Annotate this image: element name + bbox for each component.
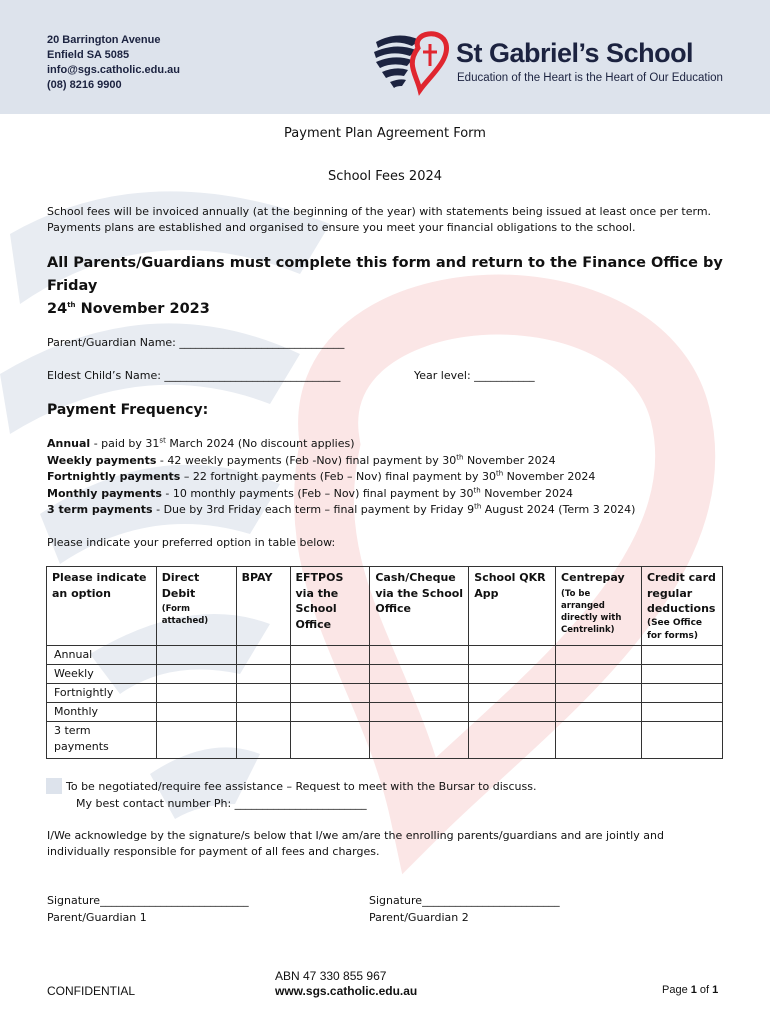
- fee-assistance-text: To be negotiated/require fee assistance – Request to meet with the Bursar to discuss.: [66, 780, 537, 793]
- acknowledgement-paragraph: I/We acknowledge by the signature/s below that I/we am/are the enrolling parents/guardians and are jointly and individually responsible for payment of all fees and charges.: [47, 829, 664, 858]
- table-cell[interactable]: [236, 684, 290, 703]
- table-cell[interactable]: [641, 684, 722, 703]
- school-address: [47, 33, 180, 93]
- table-cell[interactable]: [370, 646, 469, 665]
- table-row: [47, 722, 723, 759]
- school-website[interactable]: www.sgs.catholic.edu.au: [275, 984, 418, 998]
- table-cell[interactable]: [469, 703, 556, 722]
- form-subtitle: School Fees 2024: [327, 169, 443, 184]
- row-label-monthly: Monthly: [47, 703, 157, 722]
- table-cell[interactable]: [641, 722, 722, 759]
- contact-number-field[interactable]: My best contact number Ph: ________________________: [76, 797, 367, 810]
- table-row: [47, 665, 723, 684]
- school-name: St Gabriel’s School: [456, 38, 694, 68]
- payment-option-table: [46, 566, 723, 759]
- school-motto: Education of the Heart is the Heart of Our Education: [457, 72, 723, 84]
- return-notice-day: 24: [47, 301, 68, 317]
- school-phone: (08) 8216 9900: [47, 79, 122, 91]
- parent-name-field[interactable]: Parent/Guardian Name: ______________________________: [47, 336, 345, 349]
- table-cell[interactable]: [556, 646, 642, 665]
- table-cell[interactable]: [156, 703, 236, 722]
- table-cell[interactable]: [469, 646, 556, 665]
- table-cell[interactable]: [236, 722, 290, 759]
- intro-paragraph: School fees will be invoiced annually (at the beginning of the year) with statements being issued at least once per term. Payments plans are established and organised to ensure you meet your financial obligations to the school.: [47, 205, 712, 234]
- option-annual: Annual - paid by 31st March 2024 (No discount applies): [47, 436, 355, 450]
- row-label-weekly: Weekly: [47, 665, 157, 684]
- header-eftpos: EFTPOS via the School Office: [290, 567, 370, 646]
- table-row: [47, 646, 723, 665]
- table-cell[interactable]: [556, 703, 642, 722]
- table-cell[interactable]: [370, 665, 469, 684]
- table-row: [47, 684, 723, 703]
- signature-2-field[interactable]: Signature_________________________: [369, 894, 560, 907]
- table-cell[interactable]: [469, 684, 556, 703]
- header-bpay: BPAY: [236, 567, 290, 646]
- table-cell[interactable]: [469, 722, 556, 759]
- confidential-label: CONFIDENTIAL: [47, 984, 136, 998]
- row-label-fortnightly: Fortnightly: [47, 684, 157, 703]
- signature-1-label: Parent/Guardian 1: [47, 911, 147, 924]
- payment-frequency-heading: Payment Frequency:: [47, 402, 209, 418]
- table-cell[interactable]: [236, 646, 290, 665]
- table-cell[interactable]: [370, 722, 469, 759]
- table-cell[interactable]: [290, 722, 370, 759]
- address-line-1: 20 Barrington Avenue: [47, 34, 161, 46]
- table-cell[interactable]: [236, 665, 290, 684]
- header-qkr: School QKR App: [469, 567, 556, 646]
- letterhead: [0, 0, 770, 114]
- table-cell[interactable]: [641, 665, 722, 684]
- table-cell[interactable]: [370, 684, 469, 703]
- table-cell[interactable]: [641, 646, 722, 665]
- row-label-3-term: 3 term payments: [47, 722, 157, 759]
- table-row: [47, 703, 723, 722]
- abn-number: ABN 47 330 855 967: [275, 969, 387, 983]
- table-prompt: Please indicate your preferred option in table below:: [47, 536, 336, 549]
- table-cell[interactable]: [156, 722, 236, 759]
- option-weekly: Weekly payments - 42 weekly payments (Feb -Nov) final payment by 30th November 2024: [47, 452, 556, 467]
- page-number: Page 1 of 1: [662, 984, 719, 996]
- table-cell[interactable]: [290, 684, 370, 703]
- header-cash-cheque: Cash/Cheque via the School Office: [370, 567, 469, 646]
- fee-assistance-checkbox[interactable]: [46, 778, 62, 794]
- table-cell[interactable]: [290, 703, 370, 722]
- return-notice-suffix: th: [67, 301, 76, 310]
- table-cell[interactable]: [370, 703, 469, 722]
- school-email: info@sgs.catholic.edu.au: [47, 64, 180, 76]
- row-label-annual: Annual: [47, 646, 157, 665]
- signature-1-field[interactable]: Signature___________________________: [47, 894, 249, 907]
- table-cell[interactable]: [556, 722, 642, 759]
- school-crest-icon: [372, 26, 454, 98]
- header-centrepay: Centrepay (To be arranged directly with Centrelink): [556, 567, 642, 646]
- header-direct-debit: Direct Debit (Form attached): [156, 567, 236, 646]
- return-notice-line: All Parents/Guardians must complete this form and return to the Finance Office by Friday: [47, 255, 723, 294]
- return-notice: [47, 252, 737, 321]
- table-cell[interactable]: [290, 646, 370, 665]
- signature-2-label: Parent/Guardian 2: [369, 911, 469, 924]
- option-fortnightly: Fortnightly payments – 22 fortnight payments (Feb – Nov) final payment by 30th November 2024: [47, 469, 596, 483]
- table-cell[interactable]: [556, 665, 642, 684]
- eldest-child-field[interactable]: Eldest Child’s Name: ________________________________: [47, 369, 341, 382]
- year-level-field[interactable]: Year level: ___________: [414, 369, 535, 382]
- return-notice-date: November 2023: [75, 301, 210, 317]
- table-cell[interactable]: [156, 646, 236, 665]
- table-cell[interactable]: [641, 703, 722, 722]
- table-cell[interactable]: [556, 684, 642, 703]
- table-header-row: [47, 567, 723, 646]
- form-title: Payment Plan Agreement Form: [284, 126, 486, 141]
- table-cell[interactable]: [236, 703, 290, 722]
- table-cell[interactable]: [156, 665, 236, 684]
- payment-options-list: [47, 436, 747, 519]
- option-monthly: Monthly payments - 10 monthly payments (Feb – Nov) final payment by 30th November 2024: [47, 485, 573, 500]
- header-credit-card: Credit card regular deductions (See Office for forms): [641, 567, 722, 646]
- table-cell[interactable]: [469, 665, 556, 684]
- header-option: Please indicate an option: [47, 567, 157, 646]
- table-cell[interactable]: [290, 665, 370, 684]
- address-line-2: Enfield SA 5085: [47, 49, 130, 61]
- table-cell[interactable]: [156, 684, 236, 703]
- option-3-term: 3 term payments - Due by 3rd Friday each term – final payment by Friday 9th August 2024 (Term 3 2024): [47, 502, 636, 516]
